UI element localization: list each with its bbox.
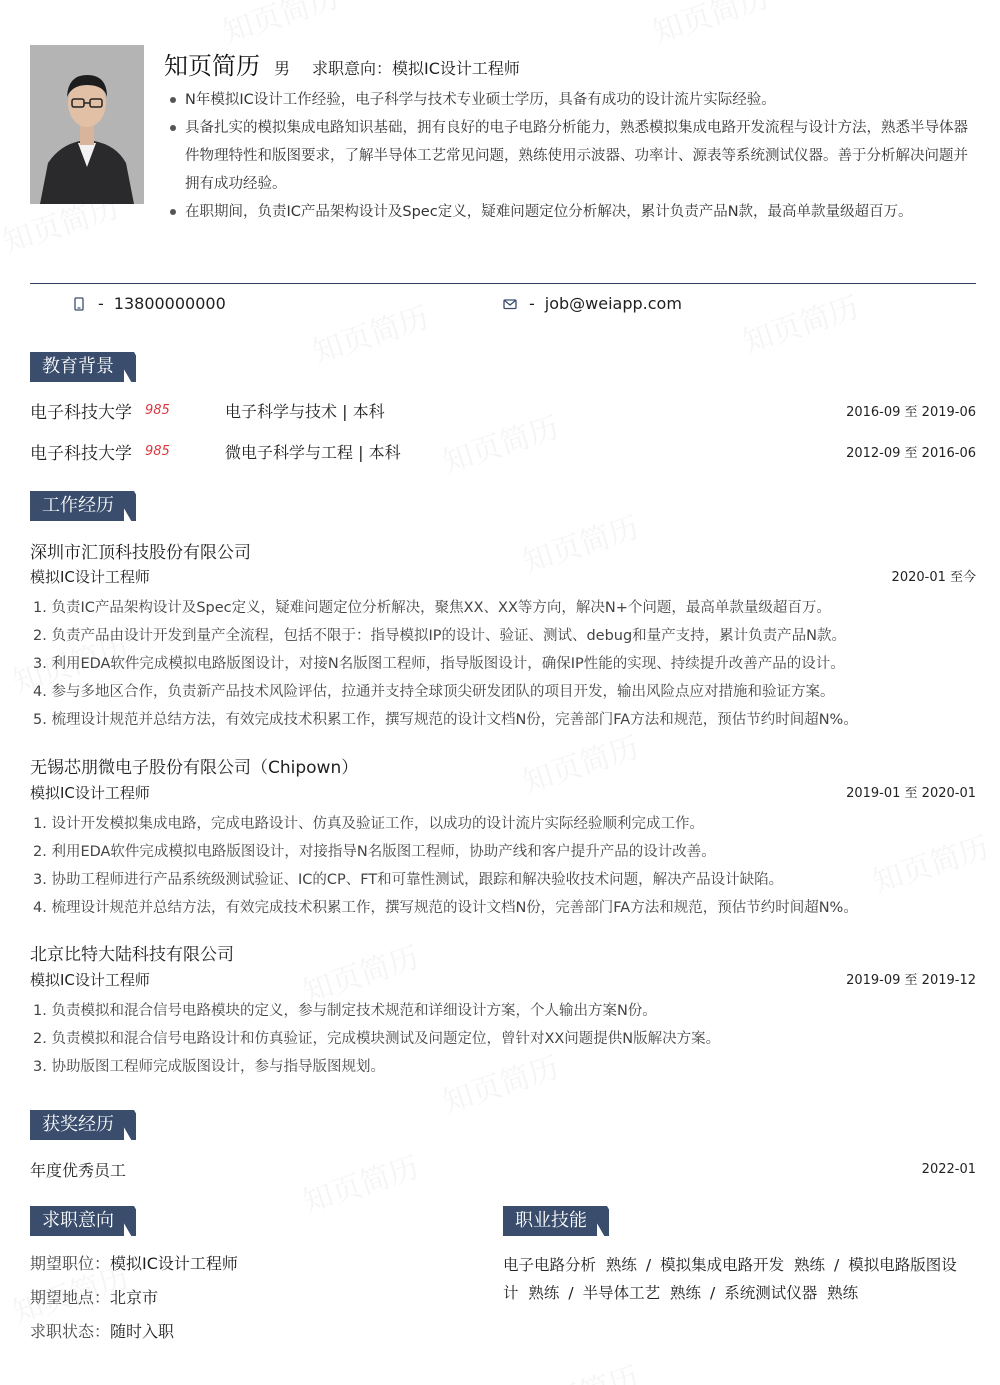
duty-item: 3. 协助工程师进行产品系统级测试验证、IC的CP、FT和可靠性测试，跟踪和解决验收技术问题，解决产品设计缺陷。	[33, 872, 784, 888]
skill-separator: /	[834, 1256, 840, 1274]
watermark	[736, 283, 864, 362]
section-skills-header	[503, 1206, 609, 1236]
award-row	[30, 1158, 976, 1181]
job-intent-value: 模拟IC设计工程师	[392, 59, 520, 78]
section-title: 求职意向	[30, 1206, 124, 1236]
section-title: 职业技能	[503, 1206, 597, 1236]
contact-phone	[72, 294, 226, 313]
skill-level: 熟练	[827, 1284, 859, 1302]
duty-item: 2. 利用EDA软件完成模拟电路版图设计，对接指导N名版图工程师，协助产线和客户提升产品的设计改善。	[33, 844, 716, 860]
skill-name: 模拟集成电路开发	[660, 1256, 785, 1274]
skill-level: 熟练	[794, 1256, 826, 1274]
intention-label: 期望地点：	[30, 1288, 111, 1307]
job-title: 模拟IC设计工程师	[30, 784, 150, 802]
duty-item: 2. 负责产品由设计开发到量产全流程，包括不限于：指导模拟IP的设计、验证、测试、debug和量产支持，累计负责产品N款。	[33, 628, 847, 644]
school-tag: 985	[145, 403, 170, 418]
phone-number: 13800000000	[113, 294, 226, 313]
skill-separator: /	[568, 1284, 574, 1302]
watermark	[296, 1143, 424, 1222]
section-education-header	[30, 352, 136, 382]
job-title: 模拟IC设计工程师	[30, 568, 150, 586]
skills-list	[503, 1251, 978, 1307]
duty-item: 4. 参与多地区合作，负责新产品技术风险评估，拉通并支持全球顶尖研发团队的项目开发，输出风险点应对措施和验证方案。	[33, 684, 835, 700]
skill-separator: /	[710, 1284, 716, 1302]
duty-item: 1. 设计开发模拟集成电路，完成电路设计、仿真及验证工作，以成功的设计流片实际经验顺利完成工作。	[33, 816, 704, 832]
contact-separator: -	[529, 294, 535, 313]
watermark	[516, 1353, 644, 1385]
candidate-gender: 男	[274, 59, 291, 78]
duty-item: 1. 负责IC产品架构设计及Spec定义，疑难问题定位分析解决，聚焦XX、XX等方向，解决N+个问题，最高单款量级超百万。	[33, 600, 831, 616]
watermark	[646, 0, 774, 51]
duty-item: 5. 梳理设计规范并总结方法，有效完成技术积累工作，撰写规范的设计文档N份，完善部门FA方法和规范，预估节约时间超N%。	[33, 712, 858, 728]
education-row	[30, 398, 976, 423]
job-row	[30, 782, 976, 803]
job-intent	[312, 56, 520, 79]
watermark	[216, 0, 344, 51]
duty-item: 4. 梳理设计规范并总结方法，有效完成技术积累工作，撰写规范的设计文档N份，完善部门FA方法和规范，预估节约时间超N%。	[33, 900, 858, 916]
skill-level: 熟练	[605, 1256, 637, 1274]
date-range: 2019-01 至 2020-01	[846, 786, 976, 801]
duty-item: 3. 利用EDA软件完成模拟电路版图设计，对接N名版图工程师，指导版图设计，确保IP性能的实现、持续提升改善产品的设计。	[33, 656, 845, 672]
section-title: 教育背景	[30, 352, 124, 382]
mail-icon	[503, 297, 517, 311]
duty-item: 3. 协助版图工程师完成版图设计，参与指导版图规划。	[33, 1059, 385, 1075]
award-title: 年度优秀员工	[30, 1161, 127, 1180]
header-divider	[30, 283, 976, 284]
profile-photo	[30, 45, 144, 204]
skill-level: 熟练	[670, 1284, 702, 1302]
duty-item: 1. 负责模拟和混合信号电路模块的定义，参与制定技术规范和详细设计方案，个人输出方案N份。	[33, 1003, 657, 1019]
company-name: 北京比特大陆科技有限公司	[30, 945, 234, 965]
section-title: 获奖经历	[30, 1110, 124, 1140]
contact-separator: -	[98, 294, 104, 313]
intention-value: 北京市	[110, 1288, 159, 1307]
company-name: 深圳市汇顶科技股份有限公司	[30, 543, 251, 563]
intention-row	[30, 1319, 174, 1342]
contact-email	[503, 294, 682, 313]
skill-name: 模拟电路版图设计	[503, 1256, 957, 1302]
school-tag: 985	[145, 444, 170, 459]
job-row	[30, 566, 976, 587]
section-intention-header	[30, 1206, 136, 1236]
duty-list	[30, 810, 976, 922]
skill-separator: /	[645, 1256, 652, 1274]
job-title: 模拟IC设计工程师	[30, 971, 150, 989]
intention-label: 期望职位：	[30, 1254, 111, 1273]
duty-item: 2. 负责模拟和混合信号电路设计和仿真验证，完成模块测试及问题定位，曾针对XX问题提供N版解决方案。	[33, 1031, 721, 1047]
date-range: 2022-01	[921, 1162, 976, 1177]
section-awards-header	[30, 1110, 136, 1140]
skill-name: 系统测试仪器	[724, 1284, 818, 1302]
summary-item: 具备扎实的模拟集成电路知识基础，拥有良好的电子电路分析能力，熟悉模拟集成电路开发流程与设计方法，熟悉半导体器件物理特性和版图要求，了解半导体工艺常见问题，熟练使用示波器、功率计、源表等系统测试仪器。善于分析解决问题并拥有成功经验。	[164, 114, 976, 198]
school-name: 电子科技大学	[30, 403, 132, 423]
duty-list	[30, 997, 976, 1081]
email-address: job@weiapp.com	[544, 294, 682, 313]
intention-label: 求职状态：	[30, 1322, 111, 1341]
phone-icon	[72, 297, 86, 311]
education-row	[30, 439, 976, 464]
duty-list	[30, 594, 976, 734]
job-row	[30, 969, 976, 990]
major-degree: 微电子科学与工程 | 本科	[225, 443, 401, 462]
job-intent-label: 求职意向：	[312, 59, 393, 78]
date-range: 2020-01 至今	[891, 570, 976, 585]
date-range: 2012-09 至 2016-06	[846, 446, 976, 461]
major-degree: 电子科学与技术 | 本科	[225, 402, 385, 421]
intention-value: 模拟IC设计工程师	[110, 1254, 238, 1273]
skill-name: 电子电路分析	[503, 1256, 597, 1274]
skill-name: 半导体工艺	[582, 1284, 661, 1302]
watermark	[306, 293, 434, 372]
header-title-row	[164, 46, 520, 81]
summary-list	[164, 86, 976, 226]
section-work-header	[30, 491, 136, 521]
intention-value: 随时入职	[110, 1322, 175, 1341]
skill-level: 熟练	[528, 1284, 560, 1302]
intention-row	[30, 1251, 238, 1274]
date-range: 2019-09 至 2019-12	[846, 973, 976, 988]
school-name: 电子科技大学	[30, 444, 132, 464]
summary-item: N年模拟IC设计工作经验，电子科学与技术专业硕士学历，具备有成功的设计流片实际经验。	[164, 86, 976, 114]
intention-row	[30, 1285, 158, 1308]
candidate-name: 知页简历	[164, 52, 260, 80]
summary-item: 在职期间，负责IC产品架构设计及Spec定义，疑难问题定位分析解决，累计负责产品N款，最高单款量级超百万。	[164, 198, 976, 226]
company-name: 无锡芯朋微电子股份有限公司（Chipown）	[30, 758, 359, 778]
section-title: 工作经历	[30, 491, 124, 521]
date-range: 2016-09 至 2019-06	[846, 405, 976, 420]
